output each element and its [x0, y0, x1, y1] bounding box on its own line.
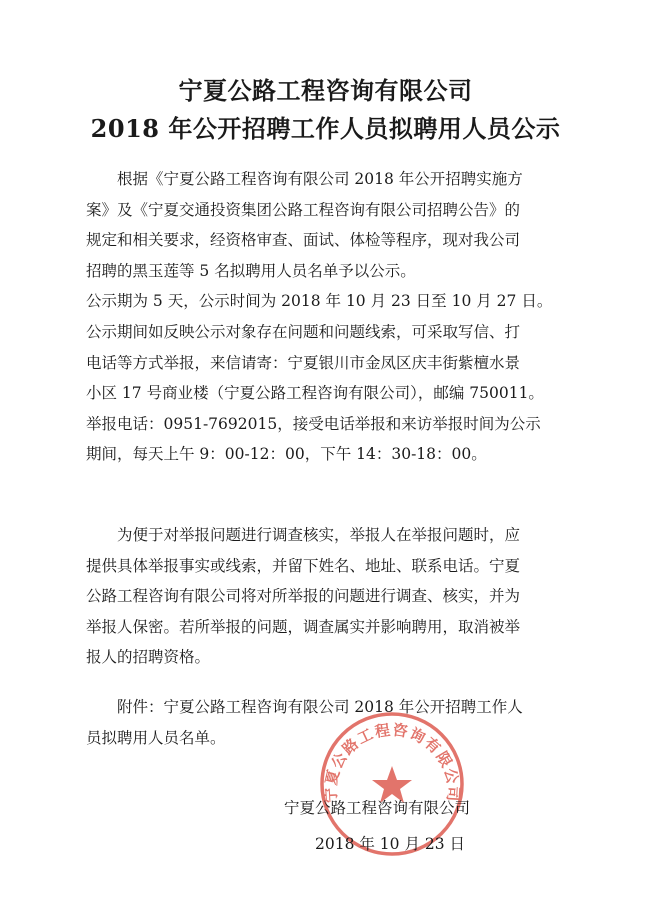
- paragraph-announcement: [86, 164, 556, 470]
- paragraph-line: 根据《宁夏公路工程咨询有限公司 2018 年公开招聘实施方: [117, 170, 523, 188]
- paragraph-line: 提供具体举报事实或线索，并留下姓名、地址、联系电话。宁夏: [86, 556, 521, 575]
- paragraph-line: 举报电话：0951-7692015，接受电话举报和来访举报时间为公示: [86, 414, 541, 433]
- paragraph-line: 公示期间如反映公示对象存在问题和问题线索，可采取写信、打: [86, 322, 521, 341]
- paragraph-line: 为便于对举报问题进行调查核实，举报人在举报问题时，应: [117, 526, 521, 544]
- title-notice: 2018 年公开招聘工作人员拟聘用人员公示: [90, 114, 561, 143]
- paragraph-line: 公路工程咨询有限公司将对所举报的问题进行调查、核实，并为: [86, 587, 521, 606]
- paragraph-line: 举报人保密。若所举报的问题，调查属实并影响聘用，取消被举: [86, 617, 521, 636]
- paragraph-line: 公示期为 5 天，公示时间为 2018 年 10 月 23 日至 10 月 27 日。: [86, 292, 553, 311]
- paragraph-line: 报人的招聘资格。: [86, 648, 211, 667]
- title-company: 宁夏公路工程咨询有限公司: [178, 76, 473, 105]
- paragraph-line: 规定和相关要求，经资格审查、面试、体检等程序，现对我公司: [86, 231, 521, 250]
- paragraph-line: 招聘的黑玉莲等 5 名拟聘用人员名单予以公示。: [86, 261, 416, 280]
- paragraph-line: 电话等方式举报，来信请寄：宁夏银川市金凤区庆丰街紫檀水景: [86, 353, 521, 372]
- signature-organization: 宁夏公路工程咨询有限公司: [284, 799, 471, 817]
- paragraph-line: 员拟聘用人员名单。: [86, 728, 226, 747]
- paragraph-reporting: [86, 520, 556, 673]
- seal-text: 宁夏公路工程咨询有限公司: [321, 720, 463, 804]
- paragraph-line: 附件：宁夏公路工程咨询有限公司 2018 年公开招聘工作人: [117, 698, 523, 716]
- signature-date: 2018 年 10 月 23 日: [315, 835, 466, 853]
- paragraph-line: 案》及《宁夏交通投资集团公路工程咨询有限公司招聘公告》的: [86, 200, 521, 219]
- paragraph-line: 小区 17 号商业楼（宁夏公路工程咨询有限公司），邮编 750011。: [86, 384, 544, 403]
- paragraph-line: 期间，每天上午 9：00-12：00，下午 14：30-18：00。: [86, 445, 487, 464]
